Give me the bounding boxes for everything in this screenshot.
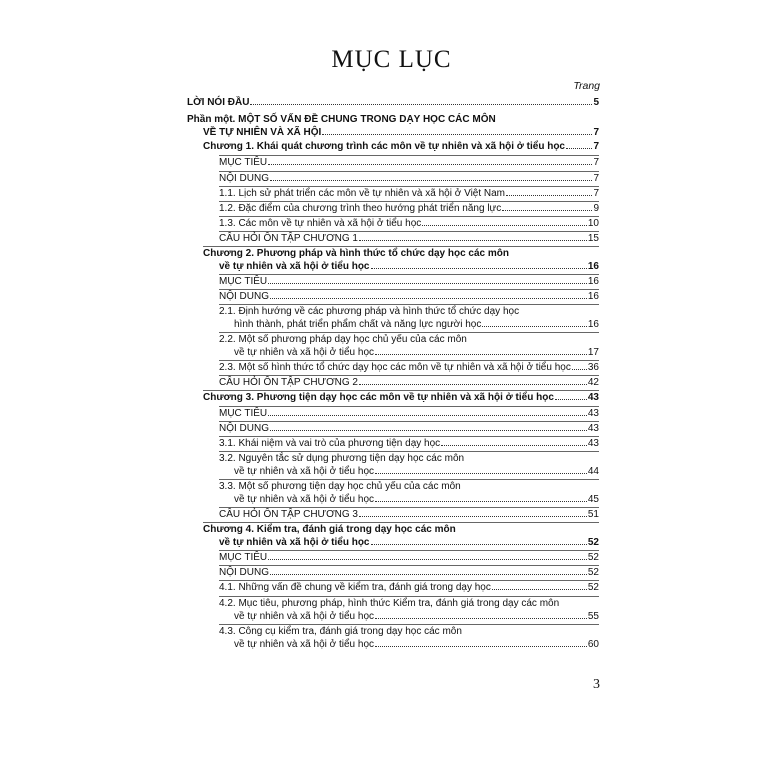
toc-entry-title: về tự nhiên và xã hội ở tiểu học — [219, 537, 370, 548]
toc-entry-page: 45 — [587, 494, 599, 505]
toc-entry — [219, 377, 599, 389]
toc-entry — [219, 233, 599, 245]
toc-leader-dots — [359, 240, 587, 241]
toc-leader-dots — [268, 415, 587, 416]
toc-separator — [219, 580, 599, 581]
toc-entry-title: về tự nhiên và xã hội ở tiểu học — [219, 261, 370, 272]
toc-leader-dots — [268, 164, 592, 165]
toc-entry-title: CÂU HỎI ÔN TẬP CHƯƠNG 2 — [219, 377, 358, 388]
toc-entry-page: 7 — [593, 141, 599, 152]
toc-entry-title: Chương 4. Kiểm tra, đánh giá trong dạy học các môn — [203, 524, 456, 535]
toc-entry-title: NỘI DUNG — [219, 173, 269, 184]
toc-entry — [219, 334, 599, 346]
toc-separator — [203, 522, 599, 523]
toc-entry-title: 3.1. Khái niệm và vai trò của phương tiện dạy học — [219, 438, 441, 449]
toc-entry — [219, 276, 599, 288]
toc-entry — [219, 423, 599, 435]
toc-entry — [219, 173, 599, 185]
toc-leader-dots — [482, 326, 587, 327]
toc-entry — [219, 438, 599, 450]
toc-leader-dots — [322, 134, 592, 135]
toc-entry-title: NỘI DUNG — [219, 567, 269, 578]
toc-separator — [219, 479, 599, 480]
toc-leader-dots — [375, 646, 587, 647]
toc-entry-title: về tự nhiên và xã hội ở tiểu học — [234, 611, 374, 622]
toc-entry-page: 43 — [587, 423, 599, 434]
toc-entry-page: 16 — [587, 319, 599, 330]
toc-leader-dots — [270, 574, 587, 575]
toc-entry-page: 43 — [587, 438, 599, 449]
toc-entry — [219, 582, 599, 594]
toc-entry — [234, 347, 599, 359]
toc-entry-title: LỜI NÓI ĐẦU — [187, 97, 250, 108]
toc-entry — [234, 319, 599, 331]
toc-leader-dots — [359, 516, 587, 517]
toc-separator — [219, 375, 599, 376]
toc-entry — [203, 248, 599, 260]
page-column-label: Trang — [573, 80, 600, 92]
toc-entry-title: NỘI DUNG — [219, 423, 269, 434]
toc-entry-title: MỤC TIÊU — [219, 408, 268, 419]
toc-entry-title: 4.2. Mục tiêu, phương pháp, hình thức Kiểm tra, đánh giá trong dạy các môn — [219, 598, 560, 609]
toc-entry — [219, 481, 599, 493]
toc-entry-title: 3.3. Một số phương tiện dạy học chủ yếu của các môn — [219, 481, 461, 492]
toc-leader-dots — [502, 210, 592, 211]
toc-entry-page: 55 — [587, 611, 599, 622]
toc-entry — [219, 157, 599, 169]
toc-entry-title: NỘI DUNG — [219, 291, 269, 302]
toc-entry — [219, 509, 599, 521]
toc-separator — [219, 451, 599, 452]
toc-leader-dots — [572, 369, 587, 370]
toc-entry — [234, 494, 599, 506]
toc-separator — [219, 421, 599, 422]
toc-entry-page: 15 — [587, 233, 599, 244]
toc-entry-title: về tự nhiên và xã hội ở tiểu học — [234, 347, 374, 358]
toc-entry-page: 52 — [587, 582, 599, 593]
toc-separator — [219, 216, 599, 217]
toc-entry-page: 44 — [587, 466, 599, 477]
toc-leader-dots — [268, 559, 587, 560]
toc-entry-page: 43 — [587, 392, 599, 403]
toc-entry-title: 3.2. Nguyên tắc sử dụng phương tiện dạy học các môn — [219, 453, 465, 464]
toc-entry — [219, 626, 599, 638]
toc-entry-title: 1.3. Các môn về tự nhiên và xã hội ở tiểu học — [219, 218, 422, 229]
toc-entry-title: 2.3. Một số hình thức tổ chức dạy học các môn về tự nhiên và xã hội ở tiểu học — [219, 362, 571, 373]
toc-entry — [234, 611, 599, 623]
toc-entry — [219, 567, 599, 579]
toc-entry-page: 17 — [587, 347, 599, 358]
toc-entry — [219, 218, 599, 230]
toc-separator — [219, 304, 599, 305]
toc-entry-title: MỤC TIÊU — [219, 276, 268, 287]
toc-entry — [219, 188, 599, 200]
toc-separator — [219, 201, 599, 202]
toc-separator — [219, 360, 599, 361]
toc-entry — [219, 306, 599, 318]
toc-entry-title: Phần một. MỘT SỐ VẤN ĐỀ CHUNG TRONG DẠY HỌC CÁC MÔN — [187, 114, 496, 125]
toc-entry — [203, 141, 599, 153]
toc-separator — [219, 406, 599, 407]
toc-entry-title: MỤC TIÊU — [219, 157, 268, 168]
toc-entry — [203, 127, 599, 139]
toc-entry-page: 7 — [593, 188, 599, 199]
toc-leader-dots — [270, 430, 587, 431]
toc-entry-title: 1.2. Đặc điểm của chương trình theo hướng phát triển năng lực — [219, 203, 502, 214]
toc-entry — [187, 97, 599, 109]
toc-entry-page: 16 — [587, 291, 599, 302]
toc-entry-title: 2.2. Một số phương pháp dạy học chủ yếu của các môn — [219, 334, 467, 345]
toc-entry — [219, 453, 599, 465]
toc-separator — [219, 624, 599, 625]
toc-leader-dots — [492, 589, 587, 590]
toc-entry-page: 52 — [587, 567, 599, 578]
toc-leader-dots — [555, 399, 587, 400]
toc-entry-title: về tự nhiên và xã hội ở tiểu học — [234, 494, 374, 505]
toc-separator — [219, 231, 599, 232]
toc-entry-page: 7 — [593, 157, 599, 168]
toc-entry-title: Chương 2. Phương pháp và hình thức tổ chức dạy học các môn — [203, 248, 509, 259]
toc-leader-dots — [375, 618, 587, 619]
toc-leader-dots — [359, 384, 587, 385]
toc-entry-page: 36 — [587, 362, 599, 373]
toc-leader-dots — [422, 225, 587, 226]
toc-entry-page: 52 — [587, 537, 599, 548]
toc-entry — [203, 524, 599, 536]
toc-entry-title: 4.3. Công cụ kiểm tra, đánh giá trong dạy học các môn — [219, 626, 462, 637]
toc-separator — [219, 550, 599, 551]
toc-leader-dots — [371, 268, 587, 269]
toc-entry-title: VỀ TỰ NHIÊN VÀ XÃ HỘI — [203, 127, 322, 138]
toc-separator — [203, 390, 599, 391]
toc-entry-title: về tự nhiên và xã hội ở tiểu học — [234, 639, 374, 650]
toc-separator — [219, 436, 599, 437]
toc-entry-page: 10 — [587, 218, 599, 229]
toc-entry-title: CÂU HỎI ÔN TẬP CHƯƠNG 3 — [219, 509, 358, 520]
toc-leader-dots — [375, 501, 587, 502]
toc-leader-dots — [506, 195, 592, 196]
toc-separator — [219, 274, 599, 275]
toc-entry — [219, 537, 599, 549]
toc-entry-title: hình thành, phát triển phẩm chất và năng lực người học — [234, 319, 482, 330]
toc-entry-page: 9 — [593, 203, 599, 214]
toc-entry-page: 43 — [587, 408, 599, 419]
toc-entry-page: 60 — [587, 639, 599, 650]
toc-leader-dots — [250, 104, 592, 105]
toc-entry — [219, 408, 599, 420]
page-number: 3 — [593, 677, 600, 692]
toc-separator — [219, 289, 599, 290]
toc-entry — [219, 261, 599, 273]
toc-entry-page: 51 — [587, 509, 599, 520]
toc-entry — [219, 552, 599, 564]
toc-entry-title: 1.1. Lịch sử phát triển các môn về tự nhiên và xã hội ở Việt Nam — [219, 188, 506, 199]
toc-entry-title: CÂU HỎI ÔN TẬP CHƯƠNG 1 — [219, 233, 358, 244]
toc-leader-dots — [268, 283, 587, 284]
toc-entry-page: 52 — [587, 552, 599, 563]
toc-leader-dots — [375, 354, 587, 355]
toc-entry-title: về tự nhiên và xã hội ở tiểu học — [234, 466, 374, 477]
toc-separator — [219, 155, 599, 156]
toc-entry — [203, 392, 599, 404]
toc-entry — [219, 598, 599, 610]
toc-leader-dots — [441, 445, 587, 446]
toc-separator — [219, 332, 599, 333]
toc-entry-page: 16 — [587, 261, 599, 272]
toc-entry-title: Chương 1. Khái quát chương trình các môn về tự nhiên và xã hội ở tiểu học — [203, 141, 565, 152]
toc-separator — [203, 246, 599, 247]
toc-separator — [219, 507, 599, 508]
toc-entry — [234, 639, 599, 651]
toc-leader-dots — [566, 148, 592, 149]
toc-entry-page: 42 — [587, 377, 599, 388]
toc-leader-dots — [375, 473, 587, 474]
toc-entry-title: MỤC TIÊU — [219, 552, 268, 563]
toc-entry-title: 2.1. Định hướng về các phương pháp và hình thức tổ chức dạy học — [219, 306, 520, 317]
toc-entry-page: 16 — [587, 276, 599, 287]
toc-separator — [219, 596, 599, 597]
toc-entry — [219, 203, 599, 215]
toc-entry-page: 5 — [593, 97, 599, 108]
page-title: MỤC LỤC — [331, 46, 452, 73]
toc-entry-page: 7 — [593, 173, 599, 184]
toc-leader-dots — [270, 298, 587, 299]
toc-entry — [187, 114, 599, 126]
toc-separator — [219, 186, 599, 187]
toc-entry — [219, 291, 599, 303]
toc-separator — [219, 171, 599, 172]
toc-entry — [219, 362, 599, 374]
toc-entry-title: 4.1. Những vấn đề chung về kiểm tra, đánh giá trong dạy học — [219, 582, 491, 593]
toc-entry-title: Chương 3. Phương tiện dạy học các môn về tự nhiên và xã hội ở tiểu học — [203, 392, 554, 403]
toc-leader-dots — [270, 180, 592, 181]
toc-leader-dots — [371, 544, 587, 545]
toc-entry — [234, 466, 599, 478]
toc-separator — [219, 565, 599, 566]
toc-entry-page: 7 — [593, 127, 599, 138]
